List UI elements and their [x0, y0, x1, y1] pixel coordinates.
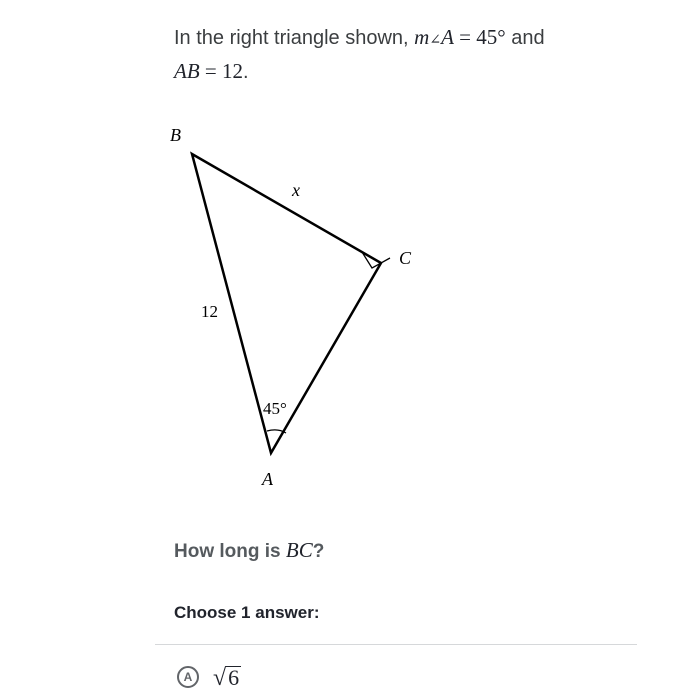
angle-expression: m∠A = 45° [414, 25, 506, 49]
segment-expression: AB = 12 [174, 59, 243, 83]
angle-a-label: 45° [263, 399, 287, 418]
choice-a-radicand: 6 [228, 664, 240, 690]
problem-statement [174, 22, 614, 87]
side-ab-label: 12 [201, 302, 218, 321]
prompt-lead: In the right triangle shown, [174, 27, 409, 49]
question-mark: ? [312, 541, 325, 562]
choose-label: Choose 1 answer: [174, 603, 320, 622]
vertex-a-label: A [262, 469, 273, 489]
vertex-b-label: B [170, 125, 181, 145]
vertex-c-label: C [399, 248, 412, 268]
question-segment: BC [285, 538, 313, 562]
choice-a[interactable] [177, 664, 241, 690]
triangle-shape [192, 154, 390, 453]
question-text [174, 538, 324, 563]
choice-a-letter: A [183, 670, 193, 684]
choice-a-letter-circle[interactable] [177, 666, 199, 688]
sqrt-icon: √ [213, 664, 227, 691]
side-bc-label: x [292, 180, 300, 200]
prompt-period: . [243, 61, 249, 83]
choice-a-value [213, 666, 241, 689]
divider [155, 644, 637, 645]
prompt-and: and [511, 27, 545, 49]
triangle-figure [150, 112, 430, 507]
question-lead: How long is [174, 541, 281, 562]
